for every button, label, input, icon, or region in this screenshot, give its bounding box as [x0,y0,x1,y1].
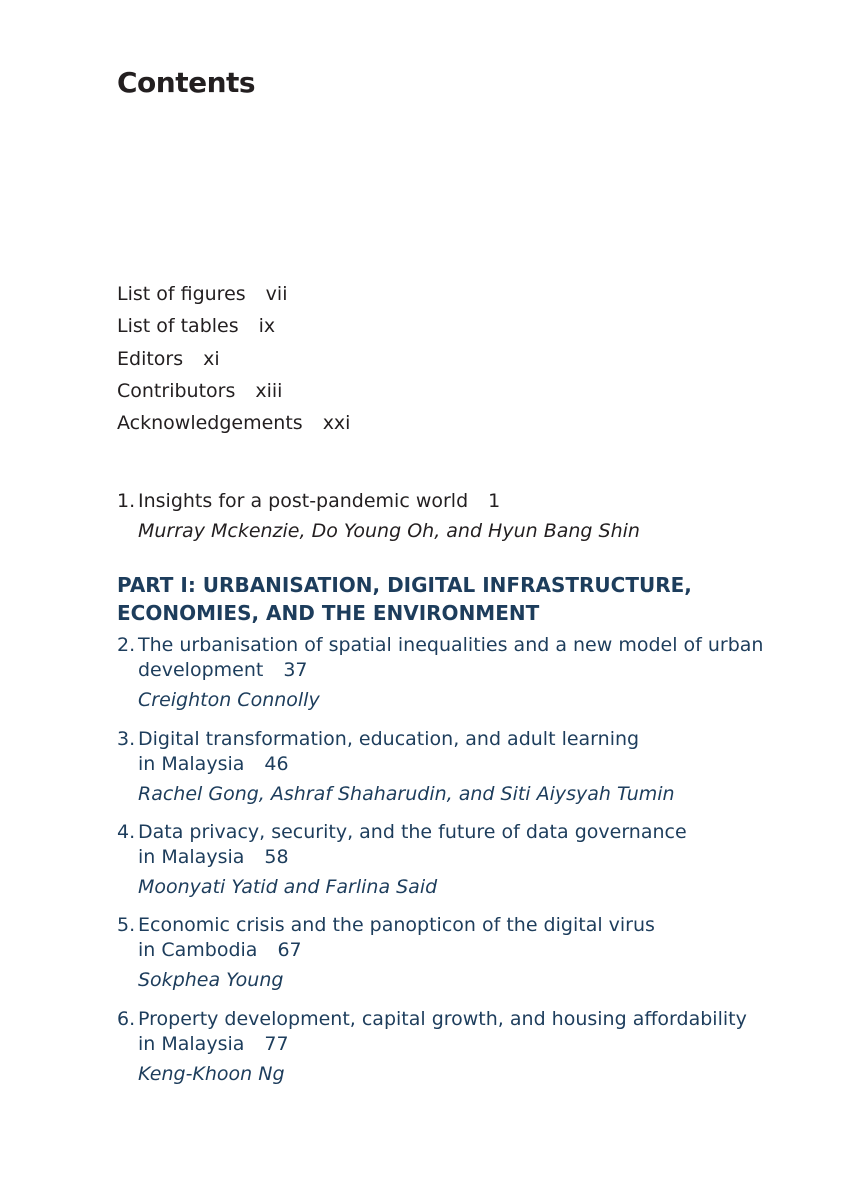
entry-page: ix [258,315,276,338]
chapter-page: 46 [264,753,289,775]
chapter-title-continued: development [138,659,264,681]
chapter-title: Insights for a post-pandemic world [138,490,469,512]
chapter-number: 1. [117,490,136,512]
chapter-authors: Creighton Connolly [138,689,320,711]
chapter-page: 1 [488,490,501,512]
part-heading [117,571,692,627]
chapter-authors: Keng-Khoon Ng [138,1063,285,1085]
toc-entry-list-of-tables[interactable] [117,310,350,342]
chapter-title-continued: in Malaysia [138,1033,245,1055]
entry-label: Acknowledgements [117,412,303,435]
toc-entry-chapter-5[interactable] [117,913,655,994]
toc-entry-contributors[interactable] [117,375,350,407]
chapter-page: 58 [264,846,289,868]
chapter-number: 4. [117,821,136,843]
toc-entry-chapter-4[interactable] [117,820,687,901]
chapter-authors: Moonyati Yatid and Farlina Said [138,876,438,898]
chapter-authors: Sokphea Young [138,969,284,991]
entry-label: Editors [117,347,184,370]
chapter-title: Property development, capital growth, and housing affordability [138,1008,747,1030]
front-matter-list [117,278,350,439]
toc-entry-editors[interactable] [117,343,350,375]
chapter-title: Data privacy, security, and the future of data governance [138,821,687,843]
chapter-number: 6. [117,1008,136,1030]
chapter-number: 2. [117,634,136,656]
entry-label: List of tables [117,315,239,338]
chapter-page: 77 [264,1033,289,1055]
entry-page: xxi [322,412,351,435]
toc-entry-chapter-1[interactable] [117,489,640,545]
toc-entry-acknowledgements[interactable] [117,407,350,439]
chapter-title: Economic crisis and the panopticon of the digital virus [138,914,655,936]
chapter-title-continued: in Cambodia [138,939,258,961]
entry-page: vii [265,283,288,305]
entry-label: List of figures [117,283,246,305]
page-title: Contents [117,66,256,99]
toc-entry-chapter-2[interactable] [117,633,763,714]
chapter-number: 5. [117,914,136,936]
toc-entry-chapter-6[interactable] [117,1007,747,1088]
entry-page: xi [203,347,220,370]
chapter-page: 37 [283,659,308,681]
entry-label: Contributors [117,379,236,402]
chapter-authors: Murray Mckenzie, Do Young Oh, and Hyun Bang Shin [138,520,640,542]
toc-entry-list-of-figures[interactable] [117,278,350,310]
chapter-title-continued: in Malaysia [138,753,245,775]
chapter-authors: Rachel Gong, Ashraf Shaharudin, and Siti Aiysyah Tumin [138,783,675,805]
part-heading-line: PART I: URBANISATION, DIGITAL INFRASTRUCTURE, [117,573,692,597]
entry-page: xiii [255,379,283,402]
chapter-title: The urbanisation of spatial inequalities and a new model of urban [138,634,764,656]
chapter-page: 67 [277,939,302,961]
chapter-title-continued: in Malaysia [138,846,245,868]
toc-entry-chapter-3[interactable] [117,727,675,808]
part-heading-line: ECONOMIES, AND THE ENVIRONMENT [117,601,540,625]
chapter-number: 3. [117,728,136,750]
chapter-title: Digital transformation, education, and adult learning [138,728,640,750]
